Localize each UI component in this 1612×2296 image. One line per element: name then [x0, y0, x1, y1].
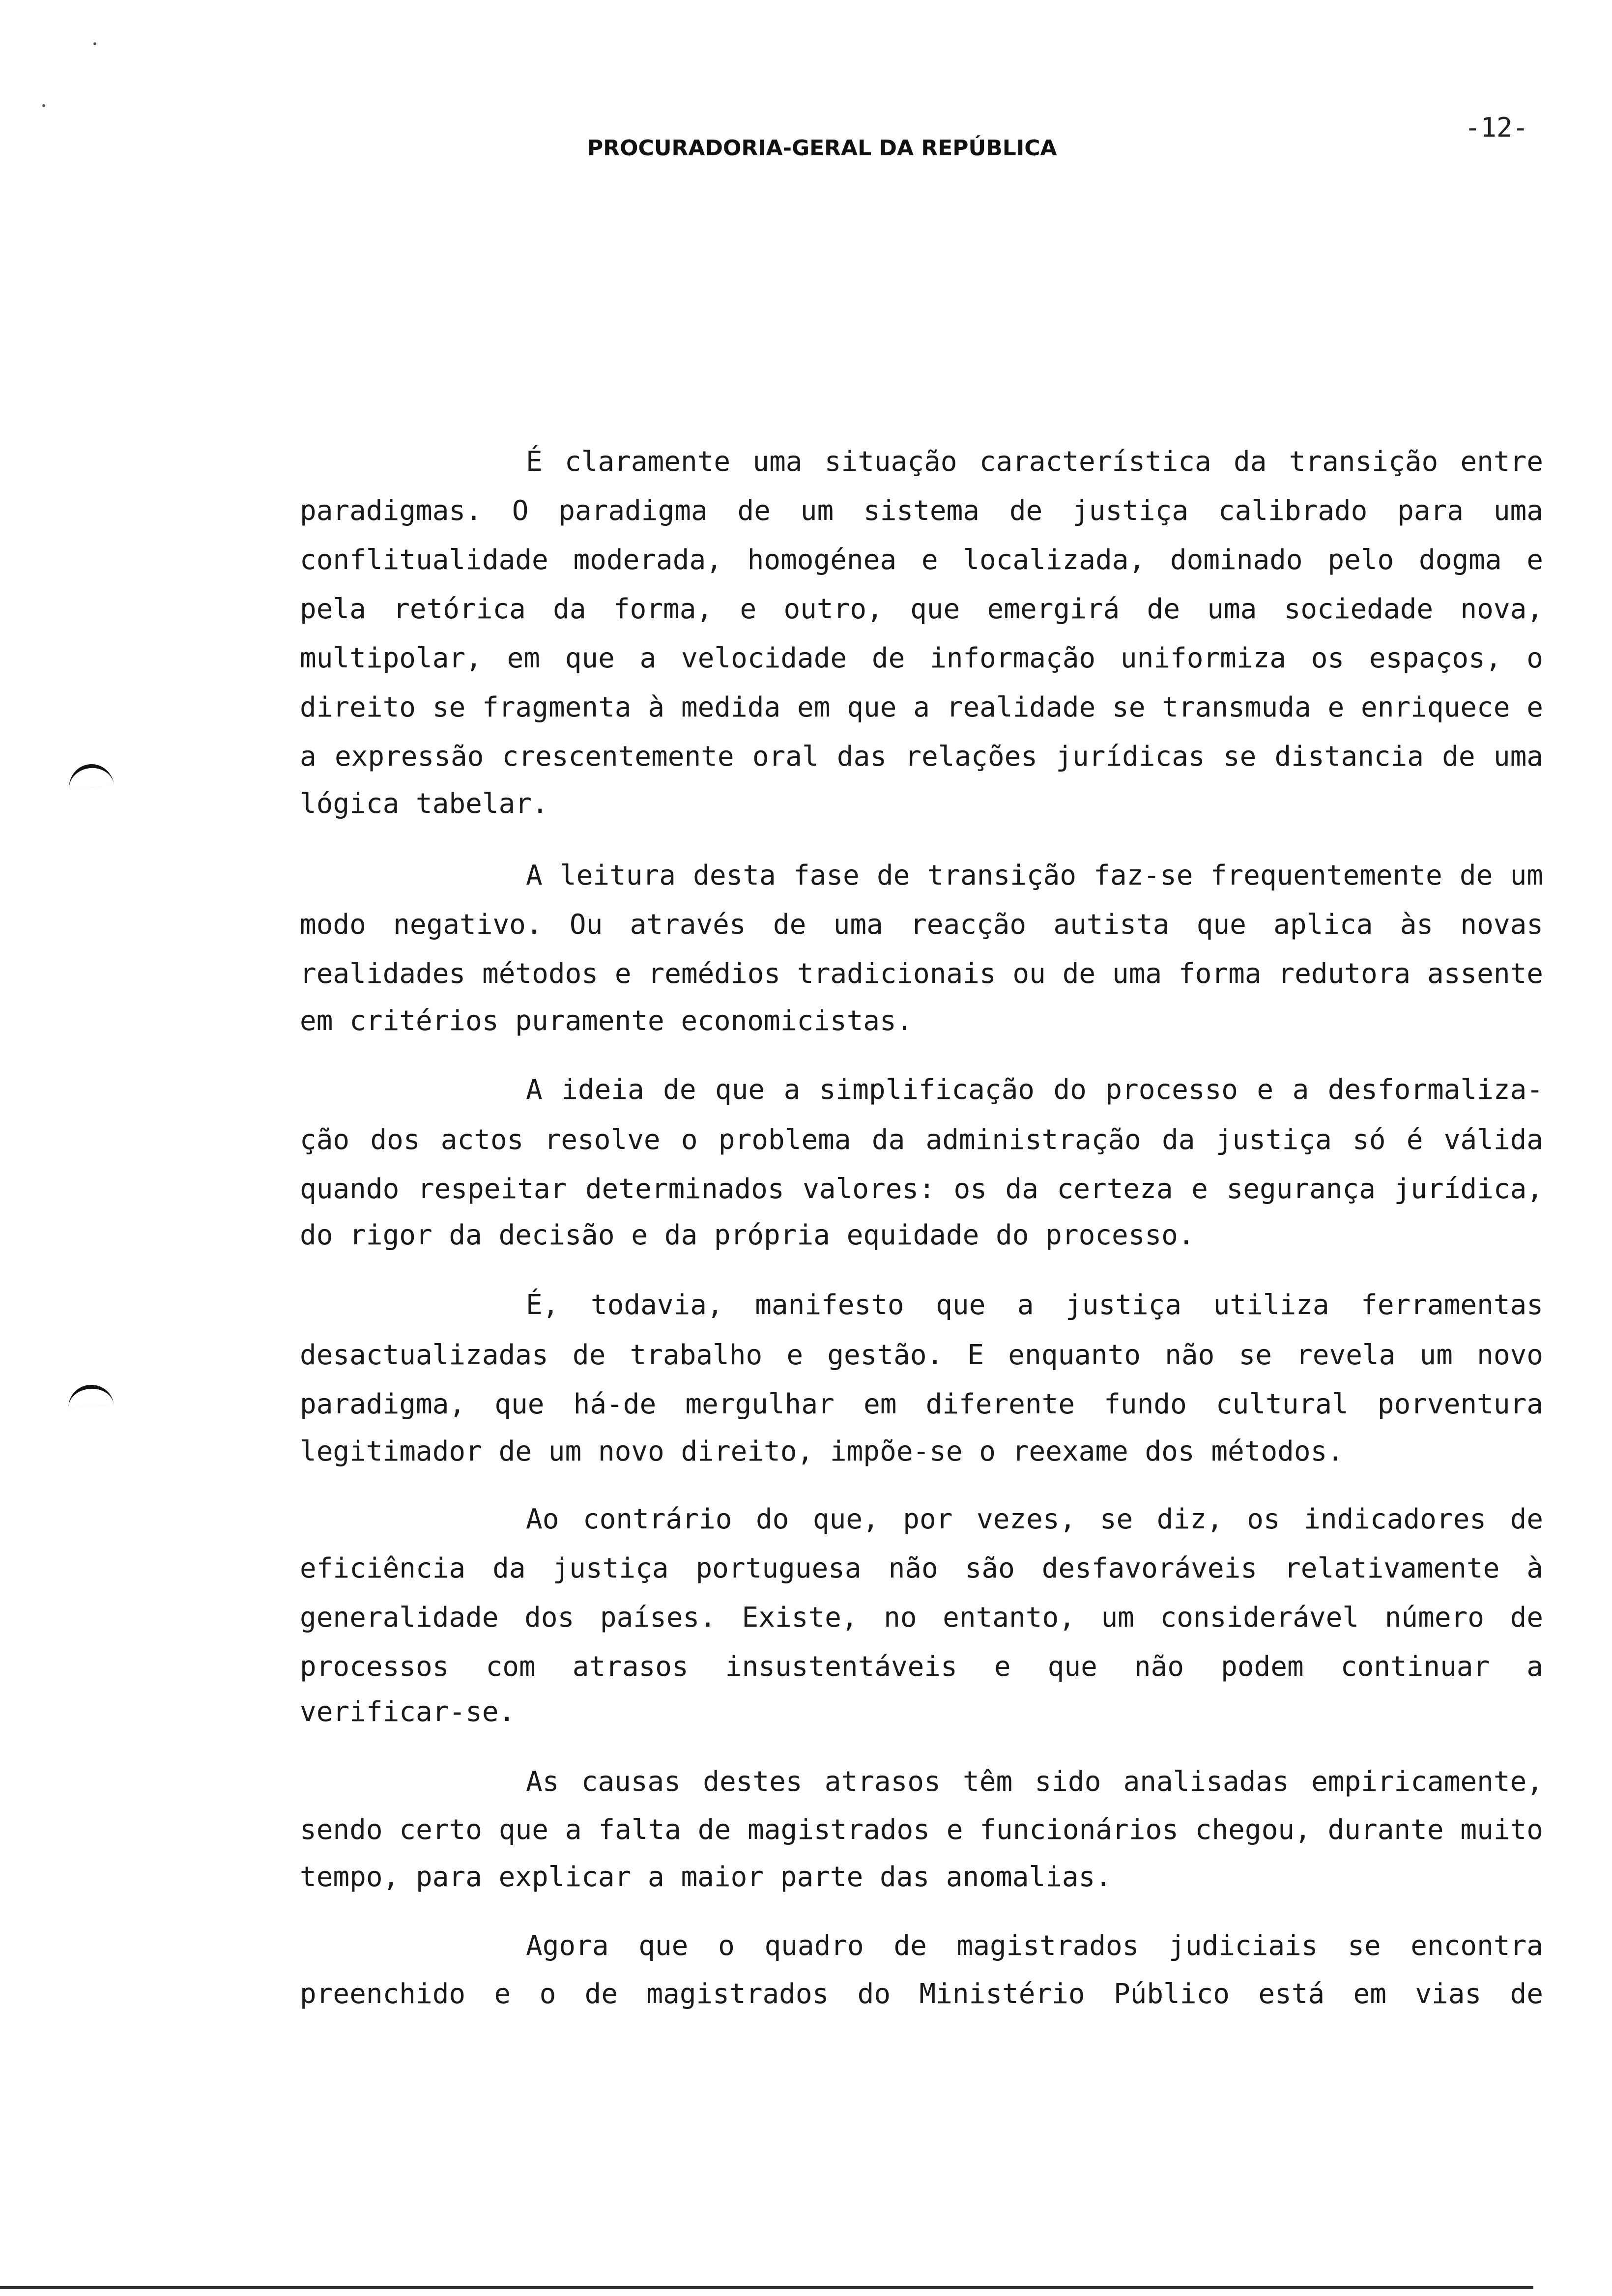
text-line: A leitura desta fase de transição faz-se frequentemente de um	[526, 860, 1543, 891]
text-line: É claramente uma situação característica da transição entre	[526, 446, 1543, 478]
text-line: eficiência da justiça portuguesa não são desfavoráveis relativamente à	[300, 1552, 1543, 1584]
margin-punch-mark	[67, 1383, 114, 1408]
text-line: Ao contrário do que, por vezes, se diz, os indicadores de	[526, 1503, 1543, 1535]
text-line: em critérios puramente economicistas.	[300, 1005, 913, 1037]
text-line: direito se fragmenta à medida em que a realidade se transmuda e enriquece e	[300, 691, 1543, 723]
text-line: generalidade dos países. Existe, no entanto, um considerável número de	[300, 1602, 1543, 1634]
text-line: desactualizadas de trabalho e gestão. E enquanto não se revela um novo	[300, 1339, 1543, 1371]
text-line: paradigma, que há-de mergulhar em diferente fundo cultural porventura	[300, 1388, 1543, 1420]
text-line: tempo, para explicar a maior parte das anomalias.	[300, 1861, 1112, 1893]
text-line: A ideia de que a simplificação do processo e a desformaliza-	[526, 1074, 1543, 1106]
scan-speck	[93, 42, 96, 45]
text-line: realidades métodos e remédios tradicionais ou de uma forma redutora assente	[300, 958, 1543, 990]
margin-punch-mark	[67, 762, 115, 790]
text-line: preenchido e o de magistrados do Ministério Público está em vias de	[300, 1978, 1543, 2010]
text-line: legitimador de um novo direito, impõe-se o reexame dos métodos.	[300, 1435, 1344, 1467]
text-line: As causas destes atrasos têm sido analisadas empiricamente,	[526, 1766, 1543, 1798]
text-line: processos com atrasos insustentáveis e que não podem continuar a	[300, 1651, 1543, 1683]
text-line: multipolar, em que a velocidade de informação uniformiza os espaços, o	[300, 642, 1543, 674]
text-line: É, todavia, manifesto que a justiça utiliza ferramentas	[526, 1289, 1543, 1321]
text-line: sendo certo que a falta de magistrados e funcionários chegou, durante muito	[300, 1814, 1543, 1846]
institution-header: PROCURADORIA-GERAL DA REPÚBLICA	[587, 136, 1057, 161]
text-line: verificar-se.	[300, 1696, 516, 1728]
text-line: a expressão crescentemente oral das relações jurídicas se distancia de uma	[300, 741, 1543, 773]
text-line: lógica tabelar.	[300, 788, 548, 820]
text-line: ção dos actos resolve o problema da administração da justiça só é válida	[300, 1124, 1543, 1156]
page-number: -12-	[1465, 112, 1529, 143]
text-line: quando respeitar determinados valores: os da certeza e segurança jurídica,	[300, 1173, 1543, 1205]
text-line: paradigmas. O paradigma de um sistema de justiça calibrado para uma	[300, 495, 1543, 527]
text-line: Agora que o quadro de magistrados judiciais se encontra	[526, 1930, 1543, 1962]
text-line: do rigor da decisão e da própria equidade do processo.	[300, 1219, 1195, 1251]
text-line: modo negativo. Ou através de uma reacção autista que aplica às novas	[300, 909, 1543, 941]
scan-speck	[42, 104, 45, 107]
bottom-rule	[0, 2286, 1533, 2289]
text-line: pela retórica da forma, e outro, que emergirá de uma sociedade nova,	[300, 593, 1543, 625]
body-text	[300, 0, 1543, 2296]
text-line: conflitualidade moderada, homogénea e localizada, dominado pelo dogma e	[300, 544, 1543, 576]
